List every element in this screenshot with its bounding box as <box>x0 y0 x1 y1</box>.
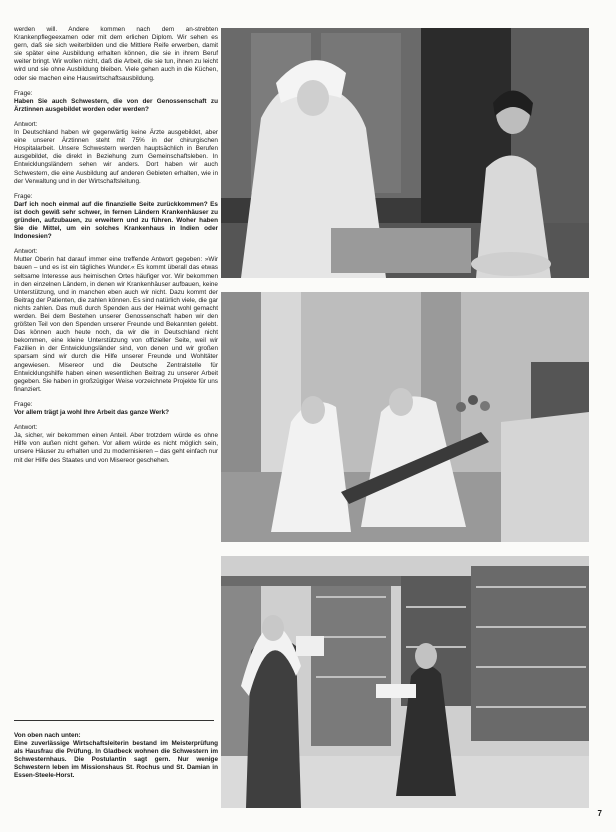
caption-title: Von oben nach unten: <box>14 732 81 739</box>
answer-label: Antwort: <box>14 120 38 128</box>
photo-caption <box>14 732 218 788</box>
answer-label: Antwort: <box>14 248 38 256</box>
question-text: Darf ich noch einmal auf die finanzielle Seite zurückkommen? Es ist doch gewiß sehr schwer, in fernen Ländern Krankenhäuser zu gründen, aufzubauen, zu erweitern und zu führen. Woher haben Sie die Mittel, um ein solches Krankenhaus in Indien oder Indonesien? <box>14 200 218 241</box>
nursing-photo <box>221 292 589 542</box>
kitchen-photo <box>221 28 589 278</box>
question-label: Frage: <box>14 89 33 97</box>
answer-label: Antwort: <box>14 424 38 432</box>
divider <box>14 720 214 721</box>
question-label: Frage: <box>14 400 33 408</box>
question-text: Haben Sie auch Schwestern, die von der Genossenschaft zu Ärztinnen ausgebildet worden oder werden? <box>14 97 218 113</box>
page-number: 7 <box>597 809 602 818</box>
question-text: Vor allem trägt ja wohl Ihre Arbeit das ganze Werk? <box>14 409 170 417</box>
answer-text: Mutter Oberin hat darauf immer eine treffende Antwort gegeben: »Wir bauen – und es ist ein tägliches Wunder.« Es kommt überall das etwas seltsame Interesse aus heimischen Ortes häufiger vor. Wir bekommen in den einzelnen Ländern, in denen wir Krankenhäuser aufbauen, keine Unterstützung, und in manchen eben auch wir nicht. Dazu kommt der Beitrag der Patienten, die zahlen können. Es sind natürlich viele, die gar nichts zahlen. Das muß durch Spenden aus der Heimat wohl gemacht werden. Bei dem Bestehen unserer Genossenschaft haben wir den größten Teil von den Spenden unserer Freunde und Bekannten gelebt. Das können auch heute noch, da wir die in Deutschland nicht bekommen, eine kleine Unterstützung von offizieller Seite, weil wir Fazilien in der Entwicklungsländer sind, von denen und wir großen sparsam sind wir durch die Hilfe unserer Freunde und Wohltäter angewiesen. Misereor und die Deutsche Zentralstelle für Entwicklungshilfe haben einen wesentlichen Beitrag zu unserer Arbeit gegeben. Sie haben in großzügiger Weise vorzeichnete Projekte für uns finanziert. <box>14 256 218 393</box>
caption-text: Eine zuverlässige Wirtschaftsleiterin bestand im Meisterprüfung als Hausfrau die Prüfung. In Gladbeck wohnen die Schwestern im Schwesternhaus. Die Postulantin sagt gern. Nur wenige Schwestern leben im Missionshaus St. Rochus und St. Damian in Essen-Steele-Horst. <box>14 740 218 780</box>
article-column <box>14 26 218 472</box>
library-photo <box>221 556 589 808</box>
answer-text: In Deutschland haben wir gegenwärtig keine Ärzte ausgebildet, aber eine unserer Ärztinnen steht mit 75% in der chirurgischen Hospitalarbeit. Unsere Schwestern werden hauptsächlich in Berufen ausgebildet, die direkt in Beziehung zum Gemeinschaftsleben. In Entwicklungsländern sehen wir anders. Dort haben wir auch Schwestern, die eine Ausbildung auf anderen Gebieten erhalten, wie in der Verwaltung und in der Wirtschaftsleitung. <box>14 129 218 185</box>
question-label: Frage: <box>14 192 33 200</box>
answer-text: Ja, sicher, wir bekommen einen Anteil. Aber trotzdem würde es ohne Hilfe von außen nicht gehen. Vor allem würde es nicht möglich sein, unsere Häuser zu erhalten und zu modernisieren – das geht einfach nur mit der Hilfe des Staates und von Misereor geschehen. <box>14 432 218 464</box>
intro-paragraph: werden will. Andere kommen nach dem an-strebten Krankenpflegeexamen oder mit dem erlichen Diplom. Wir sehen es gern, daß sie sich weiterbilden und die Mittlere Reife erwerben, damit sie später eine Ausbildung erhalten können, die sie in ihrem Beruf weiter bringt. Wir wollen nicht, daß die Arbeit, die sie tun, ihnen zu leicht wird und sie ohne Ausbildung bleiben. Viele gehen auch in die Küchen, oder sie machen eine Hauswirtschaftsausbildung. <box>14 26 218 82</box>
